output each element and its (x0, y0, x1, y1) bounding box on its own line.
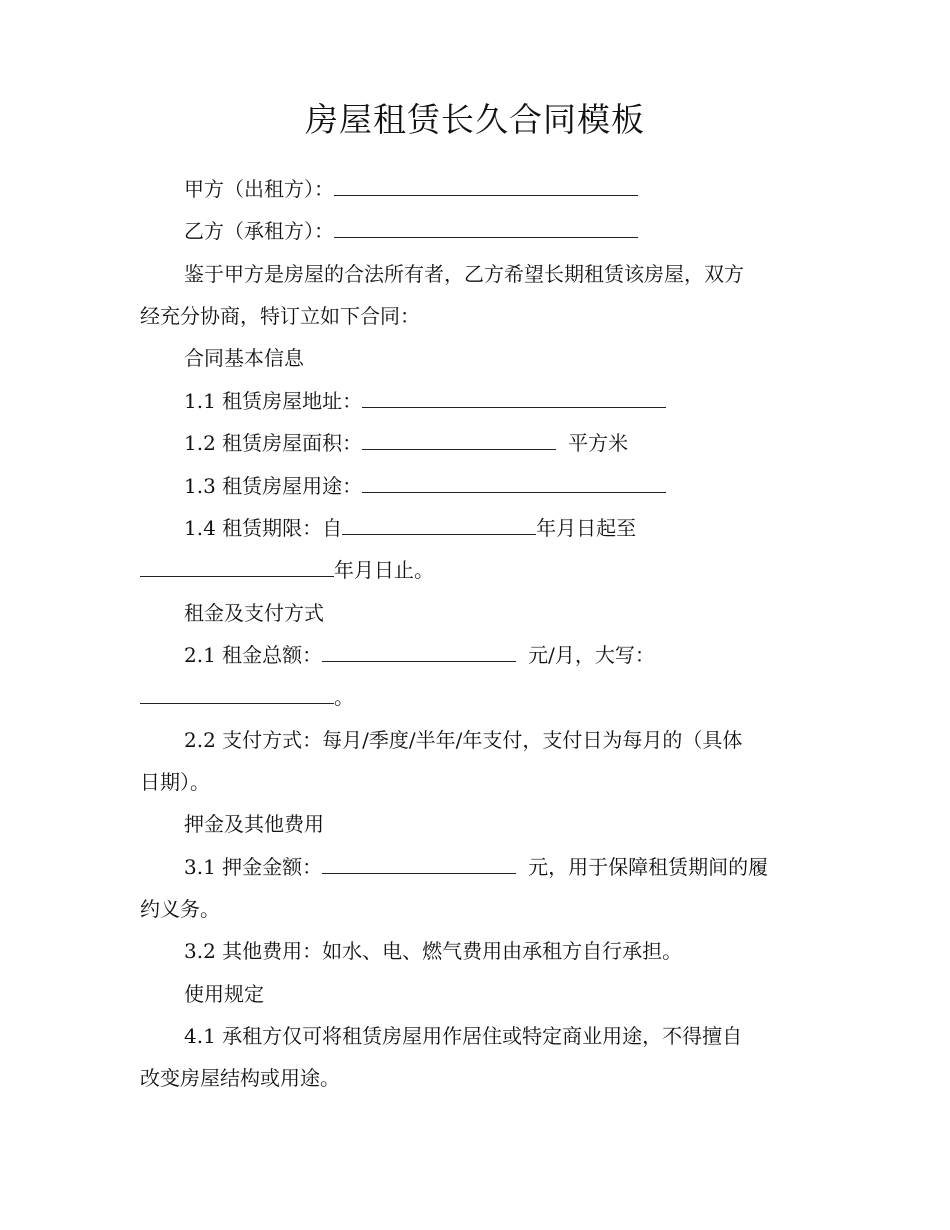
party-b-label: 乙方（承租方）： (184, 219, 334, 243)
party-a-line (184, 174, 638, 204)
item-2-2-line-2: 日期）。 (140, 770, 210, 794)
term-start-blank (342, 514, 536, 535)
item-1-4 (184, 513, 636, 543)
item-3-1-label: 3.1 押金金额： (184, 855, 323, 879)
item-1-3-label: 1.3 租赁房屋用途： (184, 474, 363, 498)
preamble-line-1: 鉴于甲方是房屋的合法所有者，乙方希望长期租赁该房屋，双方 (184, 262, 744, 286)
party-b-blank (334, 217, 638, 238)
section-4-heading: 使用规定 (184, 982, 264, 1006)
item-3-2: 3.2 其他费用：如水、电、燃气费用由承租方自行承担。 (184, 939, 683, 963)
item-2-1 (184, 640, 655, 670)
item-1-4-continued (140, 555, 434, 585)
item-1-2 (184, 428, 628, 458)
item-1-1-label: 1.1 租赁房屋地址： (184, 389, 363, 413)
item-2-1-label: 2.1 租金总额： (184, 643, 323, 667)
party-a-blank (334, 175, 638, 196)
item-4-1-line-1: 4.1 承租方仅可将租赁房屋用作居住或特定商业用途，不得擅自 (184, 1024, 743, 1048)
item-1-4-mid: 年月日起至 (536, 516, 637, 540)
party-a-label: 甲方（出租方）： (184, 177, 334, 201)
address-blank (362, 387, 666, 408)
item-3-1-line-2: 约义务。 (140, 897, 220, 921)
item-2-1-continued (140, 682, 354, 712)
purpose-blank (362, 472, 666, 493)
rent-amount-blank (322, 641, 516, 662)
document-title: 房屋租赁长久合同模板 (305, 100, 645, 139)
section-1-heading: 合同基本信息 (184, 346, 304, 370)
deposit-blank (322, 853, 516, 874)
section-2-heading: 租金及支付方式 (184, 601, 324, 625)
item-1-2-label: 1.2 租赁房屋面积： (184, 431, 363, 455)
area-unit: 平方米 (568, 431, 629, 455)
item-1-1 (184, 386, 666, 416)
item-4-1-line-2: 改变房屋结构或用途。 (140, 1066, 340, 1090)
item-3-1 (184, 852, 768, 882)
item-1-3 (184, 471, 666, 501)
term-end-blank (140, 556, 334, 577)
item-2-1-end: 。 (334, 685, 354, 709)
rent-capital-blank (140, 683, 334, 704)
area-blank (362, 429, 556, 450)
preamble-line-2: 经充分协商，特订立如下合同： (140, 304, 420, 328)
item-2-1-unit: 元/月，大写： (528, 643, 655, 667)
section-3-heading: 押金及其他费用 (184, 812, 324, 836)
item-3-1-rest: 元，用于保障租赁期间的履 (528, 855, 769, 879)
item-2-2-line-1: 2.2 支付方式：每月/季度/半年/年支付，支付日为每月的（具体 (184, 728, 743, 752)
item-1-4-end: 年月日止。 (334, 558, 434, 582)
item-1-4-label: 1.4 租赁期限：自 (184, 516, 343, 540)
party-b-line (184, 216, 638, 246)
